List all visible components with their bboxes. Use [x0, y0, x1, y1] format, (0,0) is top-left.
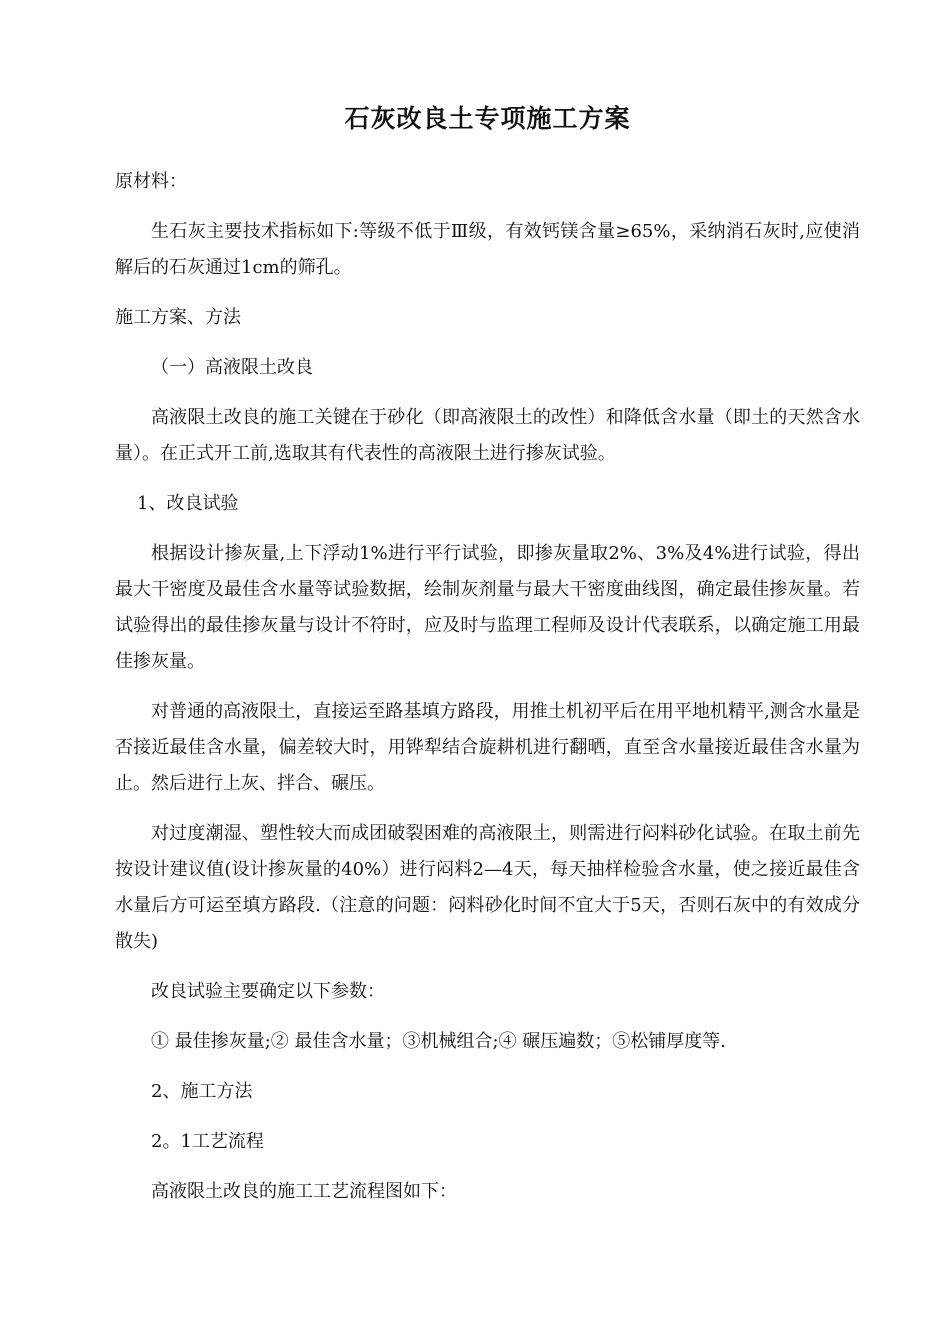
paragraph-test-parameters-intro: 改良试验主要确定以下参数：	[151, 981, 385, 1002]
paragraph-wet-soil: 对过度潮湿、塑性较大而成团破裂困难的高液限土，则需进行闷料砂化试验。在取土前先按设计建议值(设计掺灰量的40%）进行闷料2—4天，每天抽样检验含水量，使之接近最佳含水量后方可运至填方路段.（注意的问题：闷料砂化时间不宜大于5天，否则石灰中的有效成分散失)	[115, 823, 860, 952]
paragraph-method-heading: 施工方案、方法	[115, 307, 241, 328]
paragraph-ordinary-soil: 对普通的高液限土，直接运至路基填方路段，用推土机初平后在用平地机精平,测含水量是否接近最佳含水量，偏差较大时，用铧犁结合旋耕机进行翻晒，直至含水量接近最佳含水量为止。然后进行上灰、拌合、碾压。	[115, 701, 860, 794]
paragraph-improvement-test-heading: 1、改良试验	[137, 493, 239, 514]
paragraph-lime-specs: 生石灰主要技术指标如下:等级不低于Ⅲ级，有效钙镁含量≥65%，采纳消石灰时,应使消解后的石灰通过1cm的筛孔。	[115, 221, 860, 278]
paragraph-improvement-key: 高液限土改良的施工关键在于砂化（即高液限土的改性）和降低含水量（即土的天然含水量）。在正式开工前,选取其有代表性的高液限土进行掺灰试验。	[115, 407, 860, 464]
paragraph-raw-materials-heading: 原材料：	[115, 171, 187, 192]
document-title: 石灰改良土专项施工方案	[344, 104, 631, 133]
paragraph-section-one-heading: （一）高液限土改良	[151, 357, 313, 378]
paragraph-construction-method-heading: 2、施工方法	[151, 1081, 253, 1102]
paragraph-lime-dosage-test: 根据设计掺灰量,上下浮动1%进行平行试验，即掺灰量取2%、3%及4%进行试验，得出最大干密度及最佳含水量等试验数据，绘制灰剂量与最大干密度曲线图，确定最佳掺灰量。若试验得出的最佳掺灰量与设计不符时，应及时与监理工程师及设计代表联系，以确定施工用最佳掺灰量。	[115, 543, 860, 672]
paragraph-flowchart-intro: 高液限土改良的施工工艺流程图如下：	[151, 1181, 457, 1202]
document-page	[115, 100, 860, 1224]
paragraph-test-parameters-list: ① 最佳掺灰量;② 最佳含水量；③机械组合;④ 碾压遍数；⑤松铺厚度等.	[151, 1031, 727, 1052]
paragraph-process-flow-heading: 2。1工艺流程	[151, 1131, 264, 1152]
